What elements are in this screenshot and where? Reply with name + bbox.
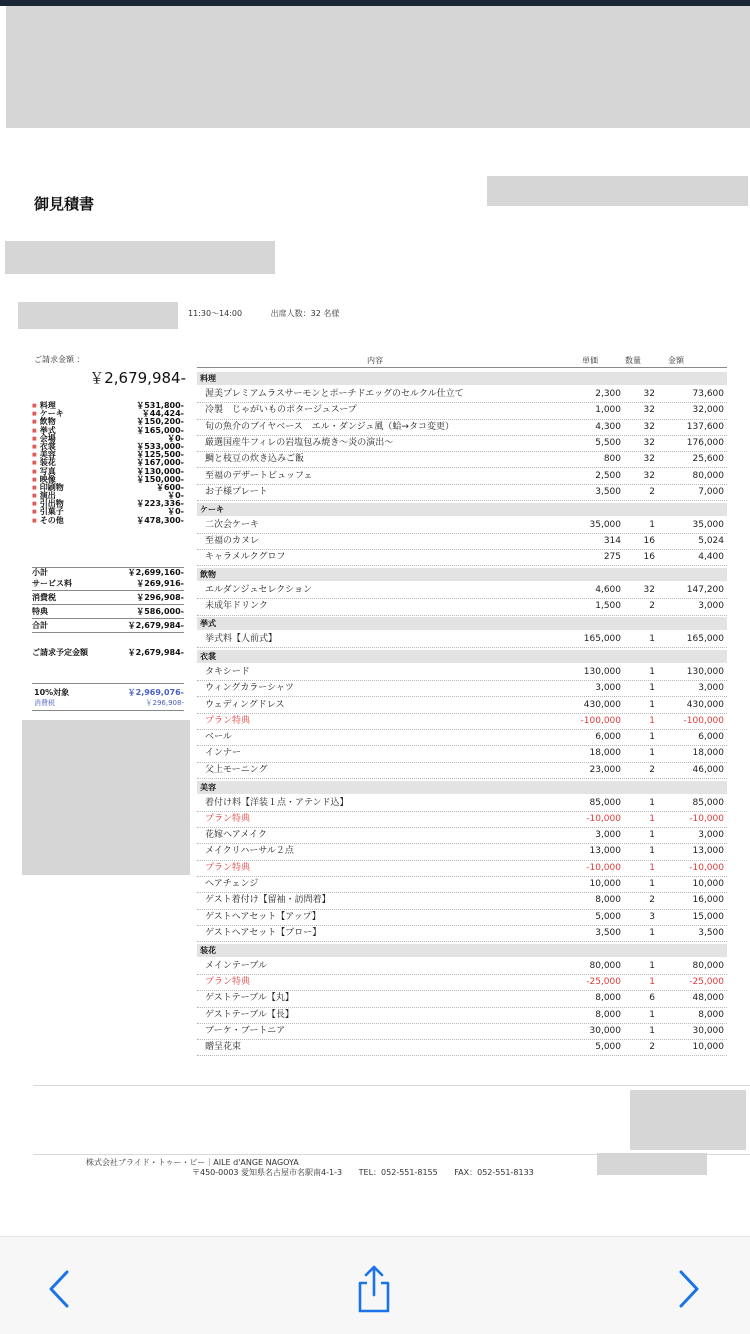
table-row (197, 1040, 727, 1056)
table-row (197, 698, 727, 714)
item-qty: 1 (649, 977, 655, 987)
item-qty: 1 (649, 732, 655, 743)
item-unit-price: -25,000 (586, 977, 621, 987)
redacted-area (18, 302, 178, 329)
item-unit-price: 3,500 (595, 486, 621, 497)
item-name: 二次会ケーキ (205, 519, 260, 530)
item-amount: 85,000 (692, 797, 724, 808)
event-info (188, 308, 339, 319)
category-name: ■ 会場 (32, 435, 56, 443)
item-name: 至福のカヌレ (205, 535, 260, 546)
item-qty: 1 (649, 634, 655, 645)
item-amount: 35,000 (692, 519, 724, 530)
subtotal-row (32, 567, 184, 578)
table-row (197, 1008, 727, 1024)
table-row (197, 665, 727, 681)
item-unit-price: 165,000 (583, 634, 621, 645)
table-row (197, 403, 727, 419)
item-unit-price: -10,000 (586, 862, 621, 873)
table-row (197, 436, 727, 452)
category-amount: ￥165,000- (136, 425, 184, 435)
item-amount: 7,000 (698, 486, 724, 497)
divider (32, 683, 184, 684)
item-name: 旬の魚介のブイヤベース エル・ダンジュ風（蛤→タコ変更） (205, 421, 454, 432)
item-qty: 1 (649, 960, 655, 971)
category-amount: ￥130,000- (136, 466, 184, 476)
category-amount: ￥150,000- (136, 474, 184, 484)
item-name: 厳選国産牛フィレの岩塩包み焼き〜炎の演出〜 (205, 437, 394, 448)
item-name: 贈呈花束 (205, 1042, 242, 1053)
tax-value: ￥296,908- (136, 593, 184, 602)
redacted-area (487, 176, 748, 206)
item-amount: 18,000 (692, 748, 724, 759)
item-unit-price: 4,600 (595, 585, 621, 595)
item-unit-price: 80,000 (589, 960, 621, 971)
category-amount: ￥533,000- (136, 441, 184, 451)
item-amount: 15,000 (692, 911, 724, 922)
item-name: 未成年ドリンク (205, 601, 268, 612)
category-amount: ￥478,300- (136, 515, 184, 525)
item-name: ウェディングドレス (205, 699, 285, 710)
category-amount: ￥0- (167, 433, 184, 443)
item-unit-price: 3,500 (595, 927, 621, 938)
item-name: ゲストテーブル【丸】 (205, 993, 294, 1004)
item-qty: 32 (643, 585, 655, 595)
item-unit-price: 6,000 (595, 732, 621, 743)
divider (32, 618, 184, 619)
item-qty: 32 (643, 437, 655, 448)
section-header: ケーキ (197, 503, 727, 516)
table-row (197, 469, 727, 485)
redacted-header (6, 6, 750, 128)
category-name: ■ 写真 (32, 468, 56, 476)
item-unit-price: 430,000 (583, 699, 621, 710)
footer-company: 株式会社ブライド・トゥー・ビー｜AILE d'ANGE NAGOYA (86, 1158, 299, 1167)
item-qty: 2 (649, 1042, 655, 1053)
footer-divider (33, 1154, 750, 1155)
item-amount: 30,000 (692, 1025, 724, 1036)
item-amount: 176,000 (686, 437, 724, 448)
item-amount: 80,000 (692, 960, 724, 971)
item-qty: 1 (649, 683, 655, 694)
section-header: 料理 (197, 372, 727, 385)
item-amount: -10,000 (689, 862, 724, 873)
redacted-area (630, 1090, 746, 1150)
table-row (197, 991, 727, 1007)
category-row (32, 517, 184, 525)
item-unit-price: 8,000 (595, 895, 621, 906)
item-qty: 2 (649, 764, 655, 775)
category-amount: ￥223,336- (136, 499, 184, 509)
item-name: 花嫁ヘアメイク (205, 830, 267, 841)
item-qty: 32 (643, 470, 655, 481)
item-amount: 8,000 (698, 1009, 724, 1020)
item-amount: 13,000 (692, 846, 724, 857)
item-amount: 130,000 (686, 666, 724, 677)
section-header: 衣裳 (197, 650, 727, 663)
forward-button[interactable] (666, 1267, 710, 1311)
item-unit-price: 1,000 (595, 405, 621, 416)
category-amount: ￥125,500- (136, 450, 184, 460)
category-name: ■ 料理 (32, 402, 56, 410)
item-amount: 80,000 (692, 470, 724, 481)
benefit-row (32, 606, 184, 617)
item-amount: 165,000 (686, 634, 724, 645)
item-amount: 3,500 (698, 927, 724, 938)
item-amount: 32,000 (692, 405, 724, 416)
category-name: ■ 衣裳 (32, 443, 56, 451)
total-row (32, 620, 184, 631)
redacted-area (22, 720, 190, 875)
scheduled-value: ￥2,679,984- (127, 648, 184, 657)
item-name: タキシード (205, 666, 250, 677)
category-amount: ￥167,000- (136, 458, 184, 468)
item-unit-price: 23,000 (589, 764, 621, 775)
item-unit-price: 8,000 (595, 993, 621, 1004)
header-content: 内容 (367, 356, 383, 365)
guest-count: 出席人数：32 名様 (270, 309, 340, 318)
item-amount: 73,600 (692, 389, 724, 399)
item-name: メインテーブル (205, 960, 268, 971)
item-unit-price: 30,000 (589, 1025, 621, 1036)
section-header: 美容 (197, 781, 727, 794)
item-qty: 1 (649, 748, 655, 759)
item-amount: 3,000 (698, 683, 724, 694)
item-qty: 1 (649, 699, 655, 710)
category-amount: ￥600- (155, 482, 184, 492)
category-name: ■ 挙式 (32, 427, 56, 435)
category-name: ■ 引菓子 (32, 508, 64, 516)
item-unit-price: 8,000 (595, 1009, 621, 1020)
tax10-sub-label: 消費税 (34, 699, 55, 707)
category-name: ■ 引出物 (32, 500, 64, 508)
item-qty: 1 (649, 666, 655, 677)
item-name: ゲストヘアセット【アップ】 (205, 911, 321, 922)
item-qty: 1 (649, 797, 655, 808)
redacted-area (597, 1153, 707, 1175)
tax10-label: 10%対象 (34, 688, 70, 697)
table-row (197, 452, 727, 468)
item-name: 挙式料【人前式】 (205, 634, 278, 645)
item-qty: 1 (649, 846, 655, 857)
item-unit-price: 800 (603, 454, 621, 465)
header-divider (197, 367, 727, 368)
item-unit-price: 5,000 (595, 911, 621, 922)
item-unit-price: 5,000 (595, 1042, 621, 1053)
bottom-toolbar (0, 1236, 750, 1334)
item-name: ゲストヘアセット【ブロー】 (205, 927, 322, 938)
item-qty: 32 (643, 389, 655, 399)
item-qty: 2 (649, 601, 655, 612)
table-row (197, 926, 727, 942)
table-row (197, 1024, 727, 1040)
category-name: ■ その他 (32, 517, 64, 525)
item-name: ゲストテーブル【長】 (205, 1009, 294, 1020)
subtotal-label: 小計 (32, 568, 48, 577)
chevron-right-icon (675, 1269, 701, 1309)
item-amount: 6,000 (698, 732, 724, 743)
divider (32, 590, 184, 591)
item-qty: 1 (649, 862, 655, 873)
footer-tel: TEL：052-551-8155 (358, 1168, 438, 1177)
benefit-label: 特典 (32, 607, 48, 616)
item-name: キャラメルクグロフ (205, 552, 286, 563)
table-row (197, 877, 727, 893)
section-header: 飲物 (197, 568, 727, 581)
divider (32, 632, 184, 633)
item-unit-price: 5,500 (595, 437, 621, 448)
item-amount: 3,000 (698, 601, 724, 612)
scheduled-row (32, 647, 184, 658)
item-qty: 2 (649, 895, 655, 906)
item-amount: -25,000 (689, 977, 724, 987)
item-qty: 2 (649, 486, 655, 497)
item-name: メイクリハーサル２点 (205, 846, 294, 857)
category-amount: ￥0- (167, 507, 184, 517)
share-icon (354, 1265, 394, 1313)
document-title: 御見積書 (34, 195, 95, 213)
item-name: プラン特典 (205, 813, 251, 824)
item-name: 着付け料【洋装１点・アテンド込】 (205, 797, 349, 808)
footer-contact (192, 1167, 534, 1178)
table-row (197, 714, 727, 730)
item-qty: 1 (649, 879, 655, 889)
item-qty: 16 (643, 552, 655, 563)
table-row (197, 893, 727, 909)
item-qty: 1 (649, 715, 655, 726)
item-name: エルダンジュセレクション (205, 585, 312, 595)
header-amount: 金額 (668, 356, 684, 365)
category-name: ■ 飲物 (32, 418, 56, 426)
table-row (197, 828, 727, 844)
item-amount: 3,000 (698, 830, 724, 841)
table-row (197, 583, 727, 599)
category-amount: ￥44,424- (141, 409, 184, 419)
benefit-value: ￥586,000- (136, 607, 184, 616)
item-unit-price: 1,500 (595, 601, 621, 612)
footer-fax: FAX：052-551-8133 (454, 1168, 534, 1177)
item-unit-price: 4,300 (595, 421, 621, 432)
item-amount: 48,000 (692, 993, 724, 1004)
service-value: ￥269,916- (136, 579, 184, 588)
footer-divider (33, 1085, 750, 1086)
table-row (197, 910, 727, 926)
item-qty: 1 (649, 927, 655, 938)
section-header: 装花 (197, 944, 727, 957)
table-row (197, 844, 727, 860)
tax-label: 消費税 (32, 593, 56, 602)
item-qty: 32 (643, 405, 655, 416)
item-amount: 16,000 (692, 895, 724, 906)
category-name: ■ 装花 (32, 459, 56, 467)
item-name: プラン特典 (205, 862, 251, 873)
item-unit-price: 275 (603, 552, 621, 563)
event-time: 11:30〜14:00 (188, 309, 243, 318)
table-row (197, 763, 727, 779)
service-label: サービス料 (32, 579, 72, 588)
item-name: ブーケ・ブートニア (205, 1025, 286, 1036)
table-row (197, 812, 727, 828)
footer-address: 〒450-0003 愛知県名古屋市名駅南4-1-3 (192, 1168, 343, 1177)
item-amount: 10,000 (692, 1042, 724, 1053)
item-qty: 32 (643, 454, 655, 465)
item-amount: 10,000 (692, 879, 724, 889)
total-value: ￥2,679,984- (127, 621, 184, 630)
table-row (197, 975, 727, 991)
scheduled-label: ご請求予定金額 (32, 648, 88, 657)
item-amount: 25,600 (692, 454, 724, 465)
table-row (197, 681, 727, 697)
item-name: 父上モーニング (205, 764, 268, 775)
item-unit-price: 3,000 (595, 830, 621, 841)
redacted-area (5, 241, 275, 274)
item-name: お子様プレート (205, 486, 268, 497)
table-row (197, 485, 727, 501)
service-row (32, 578, 184, 589)
item-name: 鯛と枝豆の炊き込みご飯 (205, 454, 305, 465)
item-amount: 430,000 (686, 699, 724, 710)
chevron-left-icon (47, 1269, 73, 1309)
item-amount: 147,200 (686, 585, 724, 595)
item-unit-price: 18,000 (589, 748, 621, 759)
item-unit-price: 2,300 (595, 389, 621, 399)
item-amount: -10,000 (689, 813, 724, 824)
item-qty: 1 (649, 813, 655, 824)
table-row (197, 796, 727, 812)
item-qty: 1 (649, 1025, 655, 1036)
item-amount: -100,000 (683, 715, 724, 726)
table-row (197, 518, 727, 534)
item-unit-price: 3,000 (595, 683, 621, 694)
item-unit-price: -10,000 (586, 813, 621, 824)
divider (32, 604, 184, 605)
table-row (197, 861, 727, 877)
tax10-sub-amount: ￥296,908- (145, 699, 184, 707)
category-summary-list (32, 402, 184, 525)
category-name: ■ 演出 (32, 492, 56, 500)
item-unit-price: 35,000 (589, 519, 621, 530)
subtotal-value: ￥2,699,160- (127, 568, 184, 577)
item-amount: 46,000 (692, 764, 724, 775)
back-button[interactable] (38, 1267, 82, 1311)
header-unit-price: 単価 (582, 356, 598, 365)
share-button[interactable] (352, 1267, 396, 1311)
tax10-amount: ￥2,969,076- (127, 688, 184, 697)
category-name: ■ 印刷物 (32, 484, 64, 492)
item-amount: 137,600 (686, 421, 724, 432)
tax10-sub-row (34, 698, 184, 708)
category-amount: ￥531,800- (136, 401, 184, 410)
item-qty: 1 (649, 1009, 655, 1020)
table-row (197, 730, 727, 746)
item-qty: 1 (649, 519, 655, 530)
item-name: 冷製 じゃがいものポタージュスープ (205, 405, 357, 416)
category-amount: ￥0- (167, 491, 184, 501)
billing-total: ￥2,679,984- (89, 369, 186, 387)
item-unit-price: 2,500 (595, 470, 621, 481)
total-label: 合計 (32, 621, 48, 630)
item-unit-price: 130,000 (583, 666, 621, 677)
item-name: インナー (205, 748, 242, 759)
table-row (197, 632, 727, 648)
item-qty: 3 (649, 911, 655, 922)
item-name: 至福のデザートビュッフェ (205, 470, 313, 481)
table-row (197, 534, 727, 550)
item-name: ゲスト着付け【留袖・訪問着】 (205, 895, 331, 906)
item-amount: 5,024 (698, 535, 724, 546)
billing-label: ご請求金額 ： (34, 355, 85, 364)
item-unit-price: 10,000 (589, 879, 621, 889)
category-name: ■ ケーキ (32, 410, 64, 418)
item-qty: 32 (643, 421, 655, 432)
item-qty: 6 (649, 993, 655, 1004)
table-row (197, 550, 727, 566)
item-name: プラン特典 (205, 715, 251, 726)
category-amount: ￥150,200- (136, 417, 184, 427)
item-name: ベール (205, 732, 232, 743)
item-amount: 4,400 (698, 552, 724, 563)
table-row (197, 746, 727, 762)
item-qty: 1 (649, 830, 655, 841)
item-unit-price: 13,000 (589, 846, 621, 857)
tax10-row (34, 687, 184, 698)
category-name: ■ 映像 (32, 476, 56, 484)
item-qty: 16 (643, 535, 655, 546)
category-name: ■ 美容 (32, 451, 56, 459)
item-name: プラン特典 (205, 977, 251, 987)
tax-row (32, 592, 184, 603)
divider (32, 710, 184, 711)
table-row (197, 959, 727, 975)
item-name: ウィングカラーシャツ (205, 683, 294, 694)
item-unit-price: 314 (603, 535, 621, 546)
item-name: 渥美プレミアムラスサーモンとポーチドエッグのセルクル仕立て (205, 389, 464, 399)
item-name: ヘアチェンジ (205, 879, 259, 889)
item-unit-price: -100,000 (580, 715, 621, 726)
item-unit-price: 85,000 (589, 797, 621, 808)
header-qty: 数量 (625, 356, 641, 365)
table-row (197, 420, 727, 436)
table-row (197, 387, 727, 403)
section-header: 挙式 (197, 617, 727, 630)
table-row (197, 599, 727, 615)
